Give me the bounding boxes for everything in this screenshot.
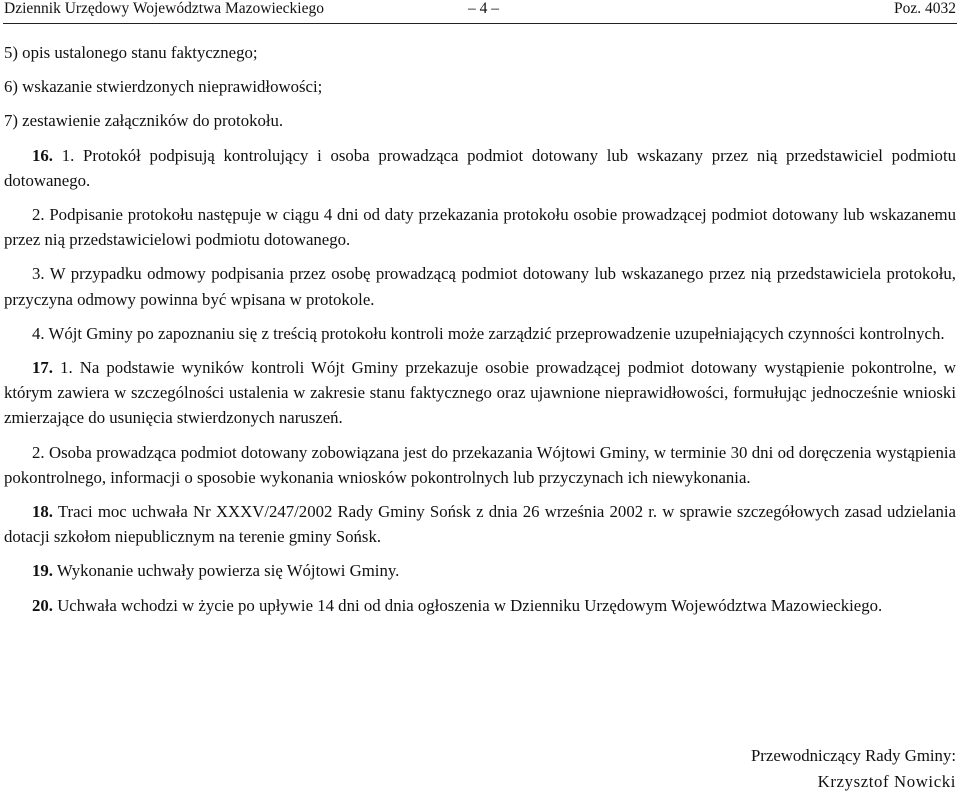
- section-17-paragraph-2: 2. Osoba prowadząca podmiot dotowany zobowiązana jest do przekazania Wójtowi Gminy, w terminie 30 dni od doręczenia wystąpienia pokontrolnego, informacji o sposobie wykonania wniosków pokontrolnych lub przyczynach ich niewykonania.: [4, 440, 956, 490]
- section-number: 20.: [32, 596, 53, 615]
- paragraph-text: 1. Na podstawie wyników kontroli Wójt Gminy przekazuje osobie prowadzącej podmiot dotowany wystąpienie pokontrolne, w którym zawiera w szczególności ustalenia w zakresie stanu faktycznego oraz ujawnione nieprawidłowości, formułując jednocześnie wnioski zmierzające do usunięcia stwierdzonych naruszeń.: [4, 358, 956, 427]
- list-item-5: 5) opis ustalonego stanu faktycznego;: [4, 40, 956, 65]
- section-16-paragraph-1: [4, 143, 956, 193]
- section-number: 17.: [32, 358, 53, 377]
- position-number: Poz. 4032: [894, 0, 956, 18]
- paragraph-text: Traci moc uchwała Nr XXXV/247/2002 Rady Gminy Sońsk z dnia 26 września 2002 r. w sprawie szczegółowych zasad udzielania dotacji szkołom niepublicznym na terenie gminy Sońsk.: [4, 502, 956, 546]
- section-17-paragraph-1: [4, 355, 956, 431]
- section-number: 18.: [32, 502, 53, 521]
- paragraph-text: Uchwała wchodzi w życie po upływie 14 dni od dnia ogłoszenia w Dzienniku Urzędowym Województwa Mazowieckiego.: [57, 596, 882, 615]
- section-16-paragraph-2: 2. Podpisanie protokołu następuje w ciągu 4 dni od daty przekazania protokołu osobie prowadzącej podmiot dotowany lub wskazanemu przez nią przedstawicielowi podmiotu dotowanego.: [4, 202, 956, 252]
- section-19: [4, 558, 956, 583]
- page-header: [0, 0, 960, 22]
- section-18: [4, 499, 956, 549]
- signature-block: [751, 743, 956, 794]
- journal-title: Dziennik Urzędowy Województwa Mazowieckiego: [4, 0, 324, 18]
- section-number: 19.: [32, 561, 53, 580]
- paragraph-text: Wykonanie uchwały powierza się Wójtowi Gminy.: [57, 561, 399, 580]
- section-16-paragraph-3: 3. W przypadku odmowy podpisania przez osobę prowadzącą podmiot dotowany lub wskazanego przez nią przedstawiciela protokołu, przyczyna odmowy powinna być wpisana w protokole.: [4, 261, 956, 311]
- header-rule: [3, 23, 957, 24]
- signatory-name: Krzysztof Nowicki: [751, 769, 956, 794]
- section-20: [4, 593, 956, 618]
- list-item-7: 7) zestawienie załączników do protokołu.: [4, 108, 956, 133]
- signatory-role: Przewodniczący Rady Gminy:: [751, 743, 956, 769]
- section-16-paragraph-4: 4. Wójt Gminy po zapoznaniu się z treścią protokołu kontroli może zarządzić przeprowadzenie uzupełniających czynności kontrolnych.: [4, 321, 956, 346]
- document-body: [4, 40, 956, 618]
- page-number: – 4 –: [468, 0, 499, 18]
- paragraph-text: 1. Protokół podpisują kontrolujący i osoba prowadząca podmiot dotowany lub wskazany przez nią przedstawiciel podmiotu dotowanego.: [4, 146, 956, 190]
- list-item-6: 6) wskazanie stwierdzonych nieprawidłowości;: [4, 74, 956, 99]
- section-number: 16.: [32, 146, 53, 165]
